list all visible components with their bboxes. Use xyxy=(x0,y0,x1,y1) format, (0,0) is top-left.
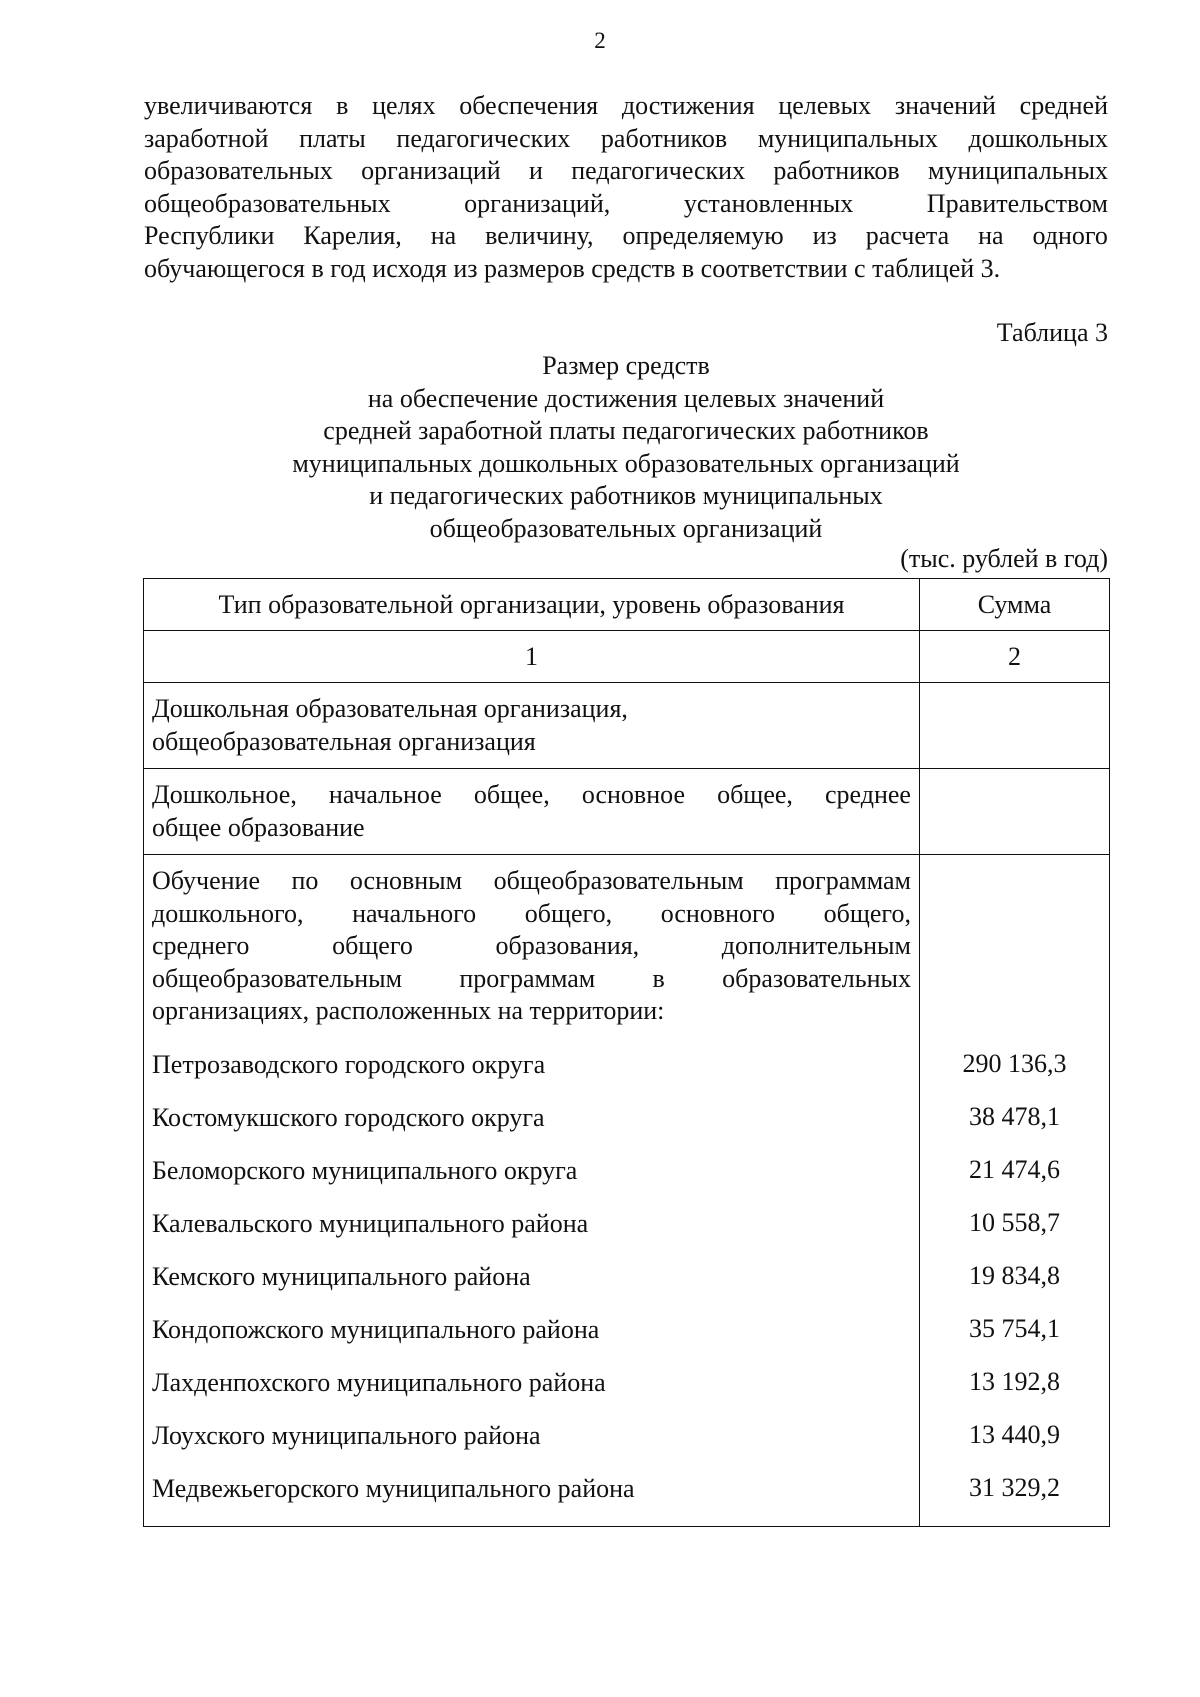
word: образования, xyxy=(495,931,640,960)
word: одного xyxy=(1032,221,1108,250)
cell-line xyxy=(152,865,911,898)
word: целях xyxy=(372,91,436,120)
word: на xyxy=(430,221,457,250)
word: общее, xyxy=(473,780,550,809)
word: Дошкольное, xyxy=(152,780,297,809)
word: начальное xyxy=(328,780,442,809)
territory-name: Петрозаводского городского округа xyxy=(152,1049,546,1079)
territory-sum: 290 136,3 xyxy=(962,1049,1067,1078)
territory-sum: 19 834,8 xyxy=(969,1261,1060,1290)
cell-line: общеобразовательная организация xyxy=(152,726,536,756)
funding-table xyxy=(143,578,1110,1527)
word: значений xyxy=(894,91,996,120)
territory-name: Костомукшского городского округа xyxy=(152,1102,545,1132)
education-level-cell xyxy=(144,769,920,855)
title-line: Размер средств xyxy=(542,351,710,380)
word: работников xyxy=(600,123,728,153)
word: общего, xyxy=(524,898,613,928)
title-line: общеобразовательных организаций xyxy=(429,513,823,543)
word: достижения xyxy=(621,91,755,120)
word: увеличиваются xyxy=(144,91,313,120)
word: Республики xyxy=(144,221,275,250)
territory-sum: 31 329,2 xyxy=(969,1473,1060,1502)
cell-line xyxy=(152,963,911,996)
word: общее, xyxy=(717,780,793,809)
word: основного xyxy=(660,898,776,928)
empty-sum-cell xyxy=(920,769,1110,855)
word: организаций, xyxy=(464,188,611,218)
paragraph-line xyxy=(144,188,1108,221)
word: среднее xyxy=(825,780,911,809)
territory-name: Кемского муниципального района xyxy=(152,1261,531,1291)
word: расчета xyxy=(865,221,950,250)
word: целевых xyxy=(778,91,872,120)
word: муниципальных xyxy=(757,123,938,153)
word: программам xyxy=(775,866,911,895)
word: в xyxy=(336,91,349,120)
word: основное xyxy=(581,780,685,809)
word: общеобразовательным xyxy=(152,963,403,993)
title-line: на обеспечение достижения целевых значений xyxy=(367,383,885,413)
word: организаций xyxy=(361,156,501,185)
word: работников xyxy=(773,156,900,185)
cell-line: общее образование xyxy=(152,812,365,842)
territory-name: Лоухского муниципального района xyxy=(152,1420,541,1450)
word: величину, xyxy=(485,221,594,250)
page-number: 2 xyxy=(594,28,606,53)
table-label: Таблица 3 xyxy=(996,318,1108,347)
table-row xyxy=(144,769,1110,855)
word: дошкольных xyxy=(968,123,1108,153)
word: средней xyxy=(1019,91,1108,120)
table-row xyxy=(144,683,1110,769)
paragraph-line xyxy=(144,155,1108,188)
column-number: 1 xyxy=(144,631,920,683)
paragraph-line: обучающегося в год исходя из размеров средств в соответствии с таблицей 3. xyxy=(144,253,1001,283)
units-note: (тыс. рублей в год) xyxy=(900,544,1108,573)
cell-line xyxy=(152,898,911,931)
word: общего, xyxy=(823,898,911,928)
word: общеобразовательных xyxy=(144,188,391,218)
word: программам xyxy=(459,963,596,993)
word: Правительством xyxy=(926,188,1108,218)
territory-sum: 35 754,1 xyxy=(969,1314,1060,1343)
word: определяемую xyxy=(622,221,784,250)
empty-sum-cell xyxy=(920,683,1110,769)
word: в xyxy=(652,963,665,993)
territory-sum: 10 558,7 xyxy=(969,1208,1060,1237)
word: основным xyxy=(349,866,463,895)
header-row xyxy=(144,579,1110,631)
word: и xyxy=(529,156,543,185)
territory-name: Лахденпохского муниципального района xyxy=(152,1367,606,1397)
paragraph-line xyxy=(144,220,1108,253)
table-row xyxy=(144,855,1110,1527)
word: общего xyxy=(332,931,413,960)
cell-line xyxy=(152,930,911,963)
word: Карелия, xyxy=(303,221,402,250)
word: обеспечения xyxy=(459,91,599,120)
word: начального xyxy=(352,898,477,928)
paragraph-line xyxy=(144,123,1108,156)
title-line: и педагогических работников муниципальных xyxy=(369,481,883,510)
word: образовательных xyxy=(144,156,333,185)
word: дошкольного, xyxy=(152,898,304,928)
territory-name: Кондопожского муниципального района xyxy=(152,1314,600,1344)
column-number: 2 xyxy=(920,631,1110,683)
title-line: средней заработной платы педагогических работников xyxy=(323,416,929,445)
word: педагогических xyxy=(396,123,571,153)
word: дополнительным xyxy=(721,931,911,960)
word: Обучение xyxy=(152,866,260,895)
cell-line: Дошкольная образовательная организация, xyxy=(152,694,628,723)
word: установленных xyxy=(683,188,854,218)
territory-sum: 21 474,6 xyxy=(969,1155,1060,1184)
word: педагогических xyxy=(571,156,746,185)
table-title xyxy=(144,350,1108,545)
territory-name: Медвежьегорского муниципального района xyxy=(152,1473,635,1503)
word: образовательных xyxy=(722,963,911,993)
word: заработной xyxy=(144,123,269,153)
territory-sum: 13 440,9 xyxy=(969,1420,1060,1449)
territory-sum: 13 192,8 xyxy=(969,1367,1060,1396)
org-type-cell xyxy=(144,683,920,769)
territory-name: Беломорского муниципального округа xyxy=(152,1155,578,1185)
column-header-type: Тип образовательной организации, уровень образования xyxy=(144,579,920,631)
column-number-row xyxy=(144,631,1110,683)
paragraph-line xyxy=(144,90,1108,123)
word: из xyxy=(812,221,837,250)
territory-sum: 38 478,1 xyxy=(969,1102,1060,1131)
word: по xyxy=(291,866,319,895)
territory-name: Калевальского муниципального района xyxy=(152,1208,589,1238)
word: среднего xyxy=(152,931,250,960)
word: муниципальных xyxy=(927,156,1108,185)
title-line: муниципальных дошкольных образовательных организаций xyxy=(292,448,960,478)
word: на xyxy=(978,221,1004,250)
cell-line: организациях, расположенных на территории: xyxy=(152,996,665,1025)
word: общеобразовательным xyxy=(493,866,744,895)
territories-cell xyxy=(144,855,920,1527)
word: платы xyxy=(299,123,366,153)
column-header-sum: Сумма xyxy=(920,579,1110,631)
cell-line xyxy=(152,779,911,812)
sums-cell xyxy=(920,855,1110,1527)
intro-paragraph xyxy=(144,90,1108,285)
